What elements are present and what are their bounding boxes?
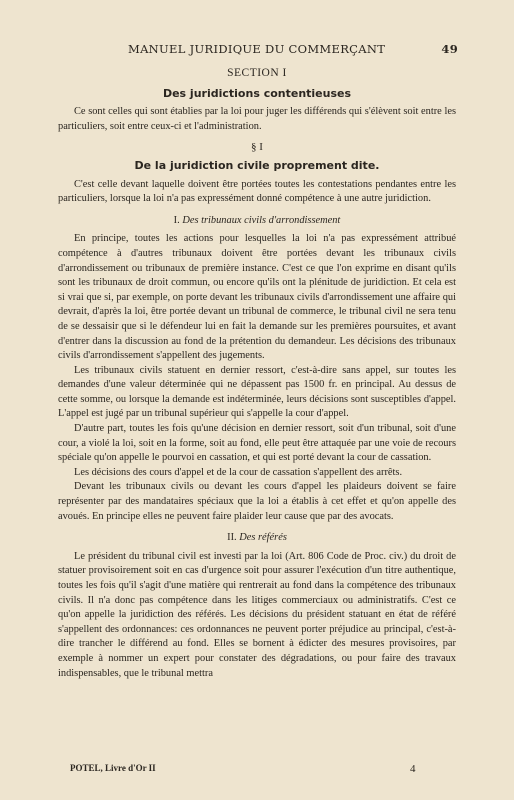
- page-number: 49: [441, 42, 458, 56]
- part2-title: Des référés: [239, 532, 287, 544]
- paragraph-sign: § I: [251, 141, 263, 154]
- section-intro: Ce sont celles qui sont établies par la loi pour juger les différends qui s'élèvent soit entre les particuliers, soit entre ceux-ci et l'administration.: [58, 106, 456, 132]
- part2-heading: [58, 531, 456, 546]
- part1-title: Des tribunaux civils d'arrondissement: [182, 214, 341, 226]
- footer-book-title: POTEL, Livre d'Or II: [70, 763, 156, 773]
- page-body: [58, 66, 456, 681]
- part1-number: I.: [173, 214, 180, 226]
- section-heading: Des juridictions contentieuses: [162, 86, 352, 100]
- part1-heading: [58, 214, 456, 229]
- section-label: SECTION I: [227, 67, 287, 79]
- part1-paragraph: D'autre part, toutes les fois qu'une décision en dernier ressort, soit d'un tribunal, soit d'une cour, a violé la loi, soit en la forme, soit au fond, elle peut être attaquée par une voie de recours spéciale qu'on appelle le pourvoi en cassation, et qui est porté devant la cour de cassation.: [58, 423, 456, 464]
- footer-signature-mark: 4: [410, 763, 416, 775]
- part1-paragraph: Les décisions des cours d'appel et de la cour de cassation s'appellent des arrêts.: [74, 466, 403, 478]
- running-title: MANUEL JURIDIQUE DU COMMERÇANT: [128, 42, 386, 56]
- part2-number: II.: [227, 532, 237, 544]
- part1-paragraph: Devant les tribunaux civils ou devant les cours d'appel les plaideurs doivent se faire représenter par des mandataires spéciaux que la loi a établis à cet effet et qu'on appelle des avoués. En principe elles ne peuvent faire plaider leur cause que par des avocats.: [58, 481, 456, 522]
- part1-paragraph: Les tribunaux civils statuent en dernier ressort, c'est-à-dire sans appel, sur toutes les demandes d'une valeur déterminée qui ne dépassent pas 1500 fr. en principal. Au dessus de cette somme, ou lorsque la demande est indéterminée, leurs décisions sont susceptibles d'appel. L'appel est jugé par un tribunal supérieur qui s'appelle la cour d'appel.: [58, 364, 456, 420]
- part1-paragraph: En principe, toutes les actions pour lesquelles la loi n'a pas expressément attribué compétence à d'autres tribunaux doivent être portées devant les tribunaux civils d'arrondissement ou tribunaux de première instance. C'est ce que l'on exprime en disant qu'ils sont les tribunaux de droit commun, ou encore qu'ils ont la plénitude de juridiction. Et cela est si vrai que si, par exemple, on porte devant les tribunaux civils d'arrondissement une affaire qui devrait, d'après la loi, être portée devant un tribunal de commerce, le tribunal civil ne sera tenu de se dessaisir que si le défendeur lui en fait la demande sur les premières poursuites, et avant d'entrer dans la discussion au fond de la prétention du demandeur. Les décisions des tribunaux civils d'arrondissement s'appellent des jugements.: [58, 233, 456, 362]
- subsection-intro: C'est celle devant laquelle doivent être portées toutes les contestations pendantes entre les particuliers, lorsque la loi n'a pas expressément donné compétence à une autre juridiction.: [58, 178, 456, 205]
- part2-paragraph: Le président du tribunal civil est investi par la loi (Art. 806 Code de Proc. civ.) du droit de statuer provisoirement soit en cas d'urgence soit pour assurer l'exécution d'un titre authentique, toutes les fois qu'il s'agit d'une matière qui rentrerait au fond dans la compétence des tribunaux civils. Il n'a donc pas compétence dans les litiges commerciaux ou administratifs. C'est ce qu'on appelle la juridiction des référés. Les décisions du président statuant en état de référé s'appellent des ordonnances: ces ordonnances ne peuvent porter préjudice au principal, c'est-à-dire trancher le différend au fond. Elles se bornent à édicter des mesures provisoires, par exemple à nommer un expert pour constater des dégradations, ou pour faire des travaux indispensables, que le tribunal mettra: [58, 550, 456, 679]
- subsection-heading: De la juridiction civile proprement dite.: [134, 158, 380, 172]
